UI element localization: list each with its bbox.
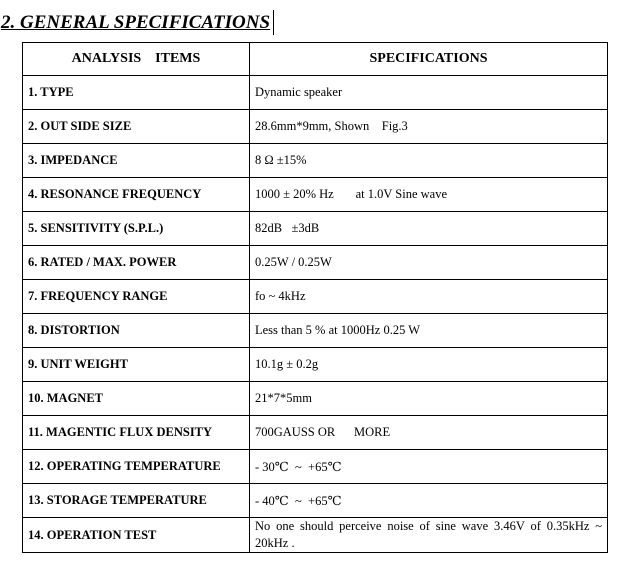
spec-operating-temperature: - 30℃ ~ +65℃ [250,450,608,484]
item-operating-temperature: 12. OPERATING TEMPERATURE [23,450,250,484]
table-row [23,144,608,178]
specifications-table [22,42,608,553]
item-frequency-range: 7. FREQUENCY RANGE [23,280,250,314]
spec-magnet: 21*7*5mm [250,382,608,416]
item-distortion: 8. DISTORTION [23,314,250,348]
section-title: 2. GENERAL SPECIFICATIONS [1,10,274,35]
spec-resonance-frequency: 1000 ± 20% Hz at 1.0V Sine wave [250,178,608,212]
spec-distortion: Less than 5 % at 1000Hz 0.25 W [250,314,608,348]
spec-rated-max-power: 0.25W / 0.25W [250,246,608,280]
table-header-row [23,43,608,76]
item-operation-test: 14. OPERATION TEST [23,518,250,553]
table-row [23,280,608,314]
table-row [23,212,608,246]
table-row [23,518,608,553]
spec-operation-test: No one should perceive noise of sine wave 3.46V of 0.35kHz ~ 20kHz . [250,518,608,553]
table-row [23,246,608,280]
spec-storage-temperature: - 40℃ ~ +65℃ [250,484,608,518]
spec-type: Dynamic speaker [250,76,608,110]
item-sensitivity: 5. SENSITIVITY (S.P.L.) [23,212,250,246]
table-row [23,110,608,144]
table-row [23,450,608,484]
header-specifications: SPECIFICATIONS [250,43,608,76]
spec-unit-weight: 10.1g ± 0.2g [250,348,608,382]
table-row [23,314,608,348]
item-unit-weight: 9. UNIT WEIGHT [23,348,250,382]
table-row [23,416,608,450]
spec-impedance: 8 Ω ±15% [250,144,608,178]
item-magnetic-flux-density: 11. MAGENTIC FLUX DENSITY [23,416,250,450]
item-magnet: 10. MAGNET [23,382,250,416]
table-row [23,382,608,416]
header-analysis-items: ANALYSIS ITEMS [23,43,250,76]
item-rated-max-power: 6. RATED / MAX. POWER [23,246,250,280]
spec-magnetic-flux-density: 700GAUSS OR MORE [250,416,608,450]
spec-sensitivity: 82dB ±3dB [250,212,608,246]
spec-frequency-range: fo ~ 4kHz [250,280,608,314]
item-resonance-frequency: 4. RESONANCE FREQUENCY [23,178,250,212]
item-type: 1. TYPE [23,76,250,110]
item-outside-size: 2. OUT SIDE SIZE [23,110,250,144]
item-impedance: 3. IMPEDANCE [23,144,250,178]
table-row [23,76,608,110]
item-storage-temperature: 13. STORAGE TEMPERATURE [23,484,250,518]
table-row [23,484,608,518]
spec-outside-size: 28.6mm*9mm, Shown Fig.3 [250,110,608,144]
table-row [23,348,608,382]
table-row [23,178,608,212]
